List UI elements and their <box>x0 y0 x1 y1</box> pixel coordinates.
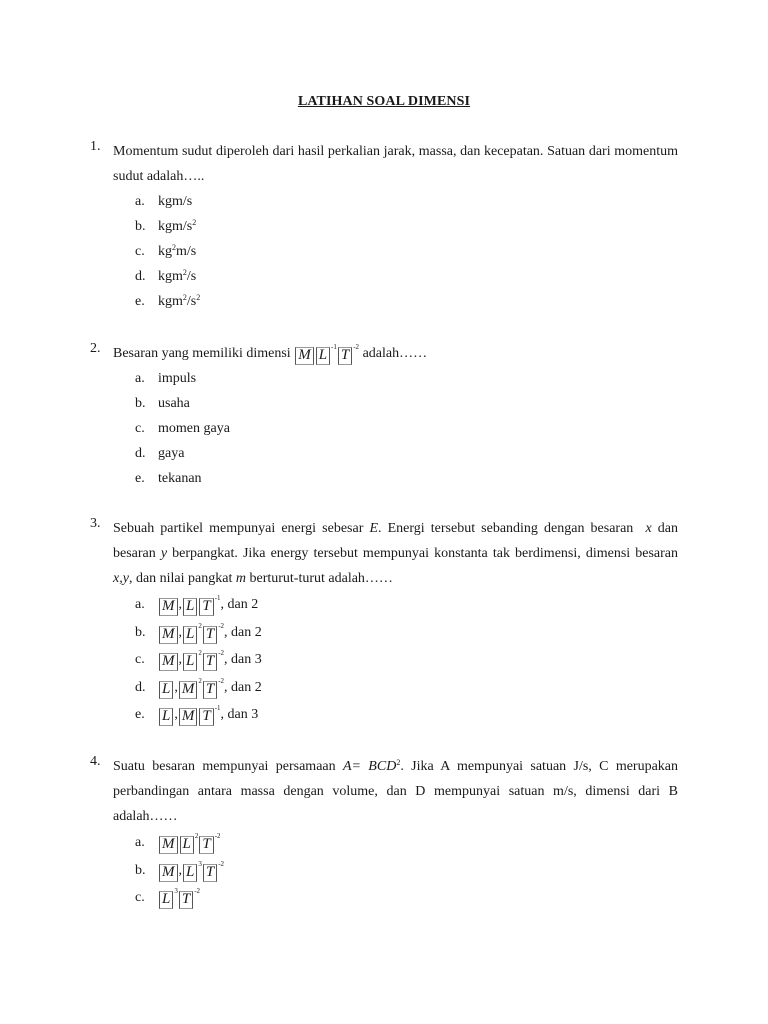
question-text <box>113 754 678 829</box>
option-letter: c. <box>135 652 145 667</box>
option-a <box>135 591 678 619</box>
option-list <box>135 591 678 729</box>
dimension-symbol: L <box>180 836 194 854</box>
option-text: , dan 2 <box>224 624 262 640</box>
option-letter: b. <box>135 219 146 234</box>
option-letter: a. <box>135 371 145 386</box>
dimension-exponent: -1 <box>331 343 337 351</box>
option-d <box>135 441 678 466</box>
option-text: impuls <box>158 371 197 386</box>
option-b <box>135 857 678 885</box>
option-letter: a. <box>135 835 145 850</box>
option-d <box>135 264 678 289</box>
variable: E <box>369 521 379 536</box>
option-b <box>135 391 678 416</box>
question-text-part: , dan nilai pangkat <box>128 571 233 586</box>
option-text: kgm <box>158 269 183 284</box>
question-number: 4. <box>90 754 101 769</box>
dimension-exponent: -1 <box>214 594 221 602</box>
question-text-part: berturut-turut adalah…… <box>249 571 393 586</box>
option-exponent: 2 <box>182 268 187 277</box>
option-letter: b. <box>135 396 146 411</box>
variable: m <box>235 571 246 586</box>
dimension-exponent: 3 <box>198 859 202 868</box>
dimension-exponent: -2 <box>218 621 225 630</box>
dimension-exponent: -1 <box>214 704 221 712</box>
question-text-part: Sebuah partikel mempunyai energi sebesar <box>113 521 364 536</box>
option-d <box>135 674 678 702</box>
dimension-symbol: L <box>159 708 173 726</box>
separator: , <box>178 597 182 612</box>
option-list <box>135 829 678 912</box>
option-letter: b. <box>135 624 146 640</box>
option-letter: b. <box>135 862 146 878</box>
separator: , <box>174 679 178 695</box>
dimension-exponent: 2 <box>198 621 202 630</box>
option-e <box>135 466 678 491</box>
option-list <box>135 366 678 491</box>
dimension-exponent: 2 <box>198 649 202 657</box>
option-a <box>135 366 678 391</box>
option-letter: d. <box>135 446 146 461</box>
option-letter: a. <box>135 597 145 612</box>
option-text: /s <box>186 269 197 284</box>
question-text-part: berpangkat. Jika energy tersebut mempunyai konstanta tak berdimensi, dimensi besaran <box>172 546 679 561</box>
option-exponent: 2 <box>172 243 176 252</box>
option-text: tekanan <box>158 471 202 486</box>
option-text: , dan 3 <box>220 707 259 722</box>
equation-exponent: 2 <box>396 758 401 767</box>
question-text <box>113 516 678 591</box>
option-a <box>135 189 678 214</box>
option-letter: a. <box>135 194 145 209</box>
question-text-part: adalah…… <box>362 346 428 361</box>
option-text: /s <box>186 294 197 309</box>
dimension-symbol: T <box>203 681 217 699</box>
variable: x,y <box>113 571 129 586</box>
option-text: kgm <box>158 294 183 309</box>
option-letter: d. <box>135 269 146 284</box>
dimension-symbol: T <box>203 864 217 882</box>
dimension-symbol: T <box>179 891 193 909</box>
question-number: 2. <box>90 341 101 356</box>
option-c <box>135 416 678 441</box>
dimension-symbol: T <box>199 598 213 616</box>
option-text: kg <box>158 244 172 259</box>
dimension-symbol: T <box>338 347 352 365</box>
option-c <box>135 239 678 264</box>
option-c <box>135 646 678 674</box>
option-letter: c. <box>135 421 145 436</box>
option-text: momen gaya <box>158 421 230 436</box>
option-letter: c. <box>135 244 145 259</box>
question-text-part: Suatu besaran mempunyai persamaan <box>113 759 336 774</box>
question-text: Momentum sudut diperoleh dari hasil perkalian jarak, massa, dan kecepatan. Satuan dari momentum sudut adalah….. <box>113 144 678 184</box>
option-text: , dan 2 <box>224 679 262 695</box>
dimension-symbol: T <box>199 836 213 854</box>
dimension-exponent: -2 <box>218 649 225 657</box>
question-4 <box>90 754 678 912</box>
option-letter: e. <box>135 707 145 722</box>
page-title: LATIHAN SOAL DIMENSI <box>297 94 471 109</box>
dimension-exponent: -2 <box>353 343 360 351</box>
dimension-exponent: -2 <box>218 859 225 868</box>
question-text-part: . Energi tersebut sebanding dengan besaran <box>378 521 634 536</box>
dimension-symbol: M <box>295 347 314 365</box>
dimension-symbol: M <box>159 653 178 671</box>
option-exponent: 2 <box>196 293 201 302</box>
option-c <box>135 884 678 912</box>
option-text: m/s <box>176 244 197 259</box>
dimension-exponent: -2 <box>218 676 225 685</box>
equation: A= BCD <box>342 759 397 774</box>
dimension-symbol: L <box>159 681 173 699</box>
variable: x <box>645 521 652 536</box>
option-b <box>135 214 678 239</box>
option-e <box>135 289 678 314</box>
dimension-symbol: L <box>159 891 173 909</box>
question-number: 1. <box>90 139 101 154</box>
dimension-symbol: M <box>179 681 198 699</box>
separator: , <box>178 652 182 667</box>
question-number: 3. <box>90 516 101 531</box>
option-text: usaha <box>158 396 190 411</box>
dimension-symbol: M <box>179 708 198 726</box>
dimension-symbol: T <box>203 653 217 671</box>
dimension-symbol: M <box>159 864 178 882</box>
option-e <box>135 701 678 729</box>
question-text <box>113 341 678 366</box>
dimension-symbol: M <box>159 598 178 616</box>
dimension-symbol: T <box>199 708 213 726</box>
dimension-symbol: L <box>183 653 197 671</box>
dimension-symbol: L <box>183 598 197 616</box>
question-text-part: . Jika A mempunyai satuan J/s, C merupakan perbandingan antara massa dengan volume, dan D mempunyai satuan m/s, dimensi dari B adalah…… <box>113 759 679 824</box>
option-b <box>135 619 678 647</box>
dimension-symbol: T <box>203 626 217 644</box>
option-letter: e. <box>135 294 145 309</box>
option-letter: d. <box>135 679 146 695</box>
option-exponent: 2 <box>182 293 187 302</box>
dimension-exponent: 3 <box>174 887 178 895</box>
separator: , <box>178 624 182 640</box>
option-text: , dan 3 <box>224 652 262 667</box>
dimension-formula <box>294 343 360 363</box>
separator: , <box>178 862 182 878</box>
dimension-exponent: 2 <box>194 832 199 840</box>
question-2 <box>90 341 678 491</box>
option-text: kgm/s <box>158 219 193 234</box>
option-text: , dan 2 <box>220 597 259 612</box>
separator: , <box>174 707 178 722</box>
dimension-symbol: M <box>159 626 178 644</box>
option-text: gaya <box>158 446 185 461</box>
option-exponent: 2 <box>192 218 197 227</box>
option-text: kgm/s <box>158 194 193 209</box>
option-a <box>135 829 678 857</box>
variable: y <box>160 546 168 561</box>
dimension-symbol: M <box>159 836 178 854</box>
dimension-symbol: L <box>183 864 197 882</box>
question-1 <box>90 139 678 314</box>
dimension-exponent: -2 <box>214 832 221 840</box>
dimension-exponent: -2 <box>194 887 201 895</box>
option-letter: e. <box>135 471 145 486</box>
dimension-symbol: L <box>316 347 330 365</box>
dimension-exponent: 2 <box>198 676 202 685</box>
question-3 <box>90 516 678 729</box>
question-text-part: dan besaran <box>113 521 679 561</box>
option-letter: c. <box>135 890 145 905</box>
option-list <box>135 189 678 314</box>
dimension-symbol: L <box>183 626 197 644</box>
question-text-part: Besaran yang memiliki dimensi <box>113 346 291 361</box>
